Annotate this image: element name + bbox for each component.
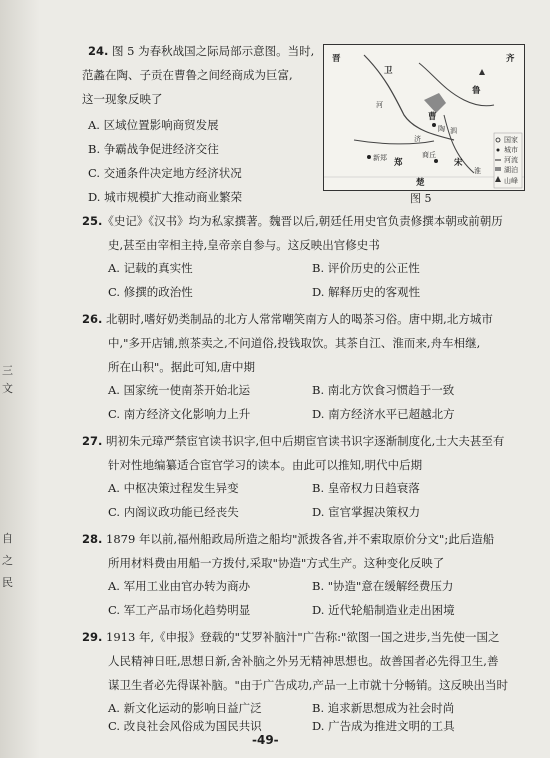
option-25-b[interactable]: B. 评价历史的公正性 — [312, 261, 420, 275]
question-text: 图 5 为春秋战国之际局部示意图。当时, — [112, 44, 315, 58]
question-24-line-3 — [82, 90, 163, 108]
legend-label: 湖泊 — [504, 166, 518, 174]
map-label-lu: 鲁 — [472, 86, 481, 96]
option-27-d[interactable]: D. 宦官掌握决策权力 — [312, 505, 421, 519]
margin-char: 自 — [2, 532, 13, 545]
question-number: 29. — [82, 630, 103, 644]
question-25-line-2 — [108, 236, 380, 254]
map-label-river-he: 河 — [376, 101, 383, 109]
question-text: 1913 年,《申报》登载的"艾罗补脑汁"广告称:"欲图一国之进步,当先使一国之 — [106, 630, 500, 644]
question-29 — [82, 628, 500, 646]
option-25-d[interactable]: D. 解释历史的客观性 — [312, 285, 421, 299]
question-24-line-2 — [82, 66, 293, 84]
city-marker — [367, 155, 371, 159]
option-24-b[interactable]: B. 争霸战争促进经济交往 — [88, 142, 219, 156]
map-label-river-huai: 淮 — [474, 167, 481, 175]
question-27 — [82, 432, 504, 450]
option-24-d[interactable]: D. 城市规模扩大推动商业繁荣 — [88, 190, 243, 204]
question-26 — [82, 310, 493, 328]
question-27-line-2 — [108, 456, 422, 474]
mountain-icon — [479, 69, 485, 75]
map-label-qi: 齐 — [506, 54, 515, 64]
option-26-c[interactable]: C. 南方经济文化影响力上升 — [108, 407, 251, 421]
question-text: 针对性地编纂适合宦官学习的读本。由此可以推知,明代中后期 — [108, 458, 423, 472]
map-label-tao: 陶 — [438, 125, 445, 133]
map-svg — [324, 45, 524, 190]
question-29-line-2 — [108, 652, 498, 670]
margin-char: 民 — [2, 576, 13, 589]
option-27-b[interactable]: B. 皇帝权力日趋衰落 — [312, 481, 420, 495]
margin-note-5 — [2, 574, 13, 592]
margin-note-4 — [2, 552, 13, 570]
map-figure — [323, 44, 525, 191]
question-28 — [82, 530, 494, 548]
map-label-chu: 楚 — [416, 178, 425, 188]
option-27-a[interactable]: A. 中枢决策过程发生异变 — [108, 481, 239, 495]
legend-lake-icon — [495, 167, 501, 171]
question-text: 中,"多开店铺,煎茶卖之,不问道俗,投钱取饮。其茶自江、淮而来,舟车相继, — [108, 336, 481, 350]
option-26-b[interactable]: B. 南北方饮食习惯趋于一致 — [312, 383, 455, 397]
question-number: 27. — [82, 434, 103, 448]
question-text: 谋卫生者必先得谋补脑。"由于广告成功,产品一上市就十分畅销。这反映出当时 — [108, 678, 508, 692]
map-label-song: 宋 — [454, 158, 463, 168]
option-25-c[interactable]: C. 修撰的政治性 — [108, 285, 193, 299]
question-text: 人民精神日旺,思想日新,舍补脑之外另无精神思想也。故善国者必先得卫生,善 — [108, 654, 499, 668]
option-29-b[interactable]: B. 追求新思想成为社会时尚 — [312, 701, 455, 715]
option-29-a[interactable]: A. 新文化运动的影响日益广泛 — [108, 701, 262, 715]
margin-char: 文 — [2, 382, 13, 395]
option-26-d[interactable]: D. 南方经济水平已超越北方 — [312, 407, 455, 421]
question-number: 26. — [82, 312, 103, 326]
page-number: -49- — [252, 733, 279, 747]
question-text: 北朝时,嗜好奶类制品的北方人常常嘲笑南方人的喝茶习俗。唐中期,北方城市 — [106, 312, 493, 326]
question-line — [88, 42, 314, 60]
map-label-river-si: 泗 — [450, 127, 457, 135]
question-number: 28. — [82, 532, 103, 546]
margin-note-3 — [2, 530, 13, 548]
question-28-line-2 — [108, 554, 444, 572]
legend-city-icon — [497, 149, 500, 152]
option-28-c[interactable]: C. 军工产品市场化趋势明显 — [108, 603, 251, 617]
option-28-b[interactable]: B. "协造"意在缓解经费压力 — [312, 579, 454, 593]
legend-label: 山峰 — [504, 177, 518, 185]
option-28-d[interactable]: D. 近代轮船制造业走出困境 — [312, 603, 455, 617]
map-label-jin: 晋 — [332, 54, 341, 64]
question-number: 25. — [82, 214, 103, 228]
option-26-a[interactable]: A. 国家统一使南茶开始北运 — [108, 383, 251, 397]
margin-char: 之 — [2, 554, 13, 567]
option-29-c[interactable]: C. 改良社会风俗成为国民共识 — [108, 719, 262, 733]
option-25-a[interactable]: A. 记载的真实性 — [108, 261, 193, 275]
question-25 — [82, 212, 503, 230]
city-marker — [434, 159, 438, 163]
legend-label: 城市 — [504, 146, 518, 154]
map-caption: 图 5 — [410, 192, 432, 205]
lake-shape — [424, 93, 446, 113]
margin-note-2 — [2, 380, 13, 398]
question-24 — [88, 42, 314, 60]
legend-label: 国家 — [504, 136, 518, 144]
margin-char: 三 — [2, 364, 13, 377]
question-text: 范蠡在陶、子贡在曹鲁之间经商成为巨富, — [82, 68, 293, 82]
river-line — [354, 140, 434, 144]
question-26-line-3 — [108, 358, 255, 376]
map-label-cao: 曹 — [428, 112, 437, 122]
map-label-wei: 卫 — [384, 66, 393, 76]
question-26-line-2 — [108, 334, 480, 352]
margin-note-1 — [2, 362, 13, 380]
map-label-zheng: 郑 — [394, 158, 403, 168]
question-29-line-3 — [108, 676, 508, 694]
question-text: 1879 年以前,福州船政局所造之船均"派拨各省,并不索取原价分文";此后造船 — [106, 532, 495, 546]
question-number: 24. — [88, 44, 109, 58]
map-label-xinzheng: 新郑 — [373, 154, 387, 162]
map-label-shangqiu: 商丘 — [422, 151, 436, 159]
option-24-c[interactable]: C. 交通条件决定地方经济状况 — [88, 166, 242, 180]
question-text: 《史记》《汉书》均为私家撰著。魏晋以后,朝廷任用史官负责修撰本朝或前朝历 — [102, 214, 503, 228]
question-text: 史,甚至由宰相主持,皇帝亲自参与。这反映出官修史书 — [108, 238, 380, 252]
question-text: 这一现象反映了 — [82, 92, 163, 106]
option-27-c[interactable]: C. 内阁议政功能已经丧失 — [108, 505, 239, 519]
legend-label: 河流 — [504, 156, 518, 164]
option-24-a[interactable]: A. 区域位置影响商贸发展 — [88, 118, 219, 132]
question-text: 所用材料费由用船一方拨付,采取"协造"方式生产。这种变化反映了 — [108, 556, 445, 570]
option-28-a[interactable]: A. 军用工业由官办转为商办 — [108, 579, 251, 593]
question-text: 明初朱元璋严禁宦官读书识字,但中后期宦官读书识字逐渐制度化,士大夫甚至有 — [106, 434, 505, 448]
question-text: 所在山积"。据此可知,唐中期 — [108, 360, 255, 374]
city-marker — [432, 123, 436, 127]
map-label-river-ji: 济 — [414, 135, 421, 143]
option-29-d[interactable]: D. 广告成为推进文明的工具 — [312, 719, 455, 733]
